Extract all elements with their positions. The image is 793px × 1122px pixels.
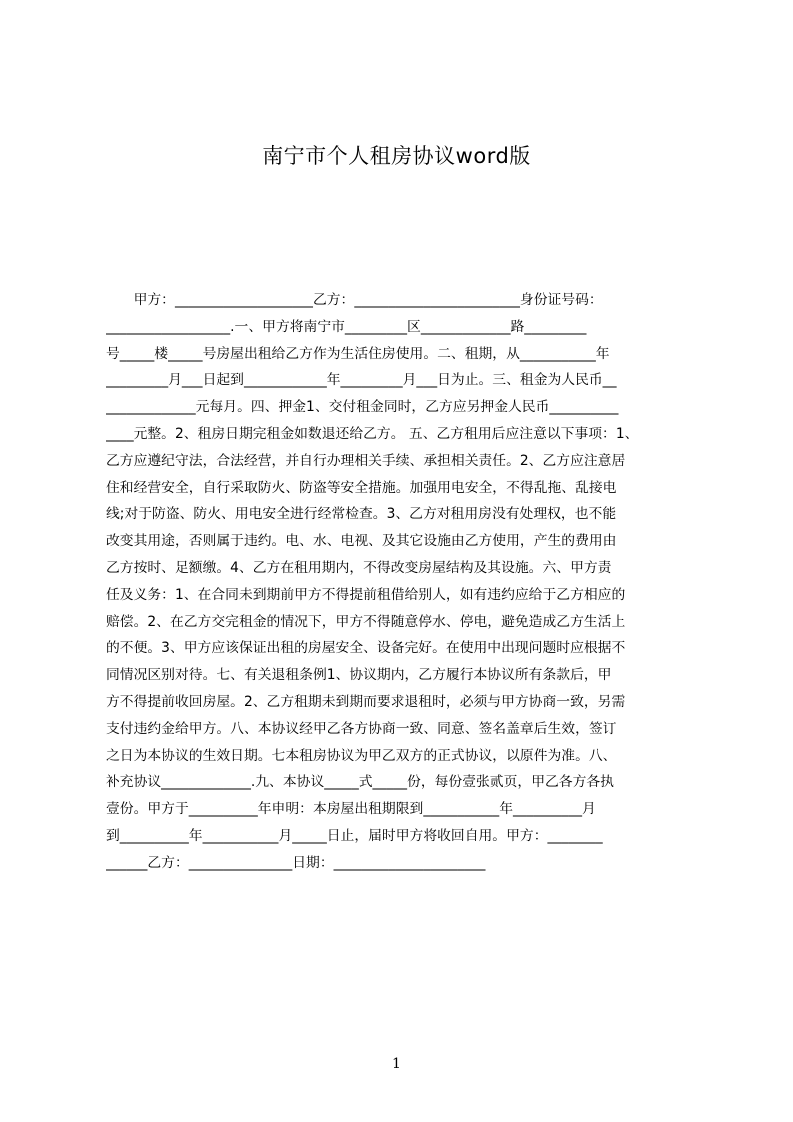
agreement-body	[106, 287, 696, 877]
body-line: 线;对于防盗、防火、用电安全进行经常检查。3、乙方对租用房没有处理权，也不能	[106, 506, 617, 523]
body-line: 号_____楼_____号房屋出租给乙方作为生活住房使用。二、租期，从___________年	[106, 345, 610, 362]
body-line: 同情况区别对待。七、有关退租条例1、协议期内，乙方履行本协议所有条款后，甲	[106, 667, 612, 684]
body-line: 甲方：____________________乙方：________________________身份证号码：	[106, 292, 603, 308]
page-number: 1	[392, 1056, 401, 1072]
body-line: _________月___日起到____________年_________月___日为止。三、租金为人民币__	[106, 372, 617, 389]
body-line: 乙方按时、足额缴。4、乙方在租用期内，不得改变房屋结构及其设施。六、甲方责	[106, 559, 612, 576]
body-line: ______乙方：_______________日期：______________________	[106, 854, 486, 871]
body-line: 补充协议_____________.九、本协议_____式_____份，每份壹张贰页，甲乙各方各执	[106, 774, 614, 791]
body-line: 壹份。甲方于__________年申明：本房屋出租期限到___________年__________月	[106, 801, 596, 818]
body-line: 支付违约金给甲方。八、本协议经甲乙各方协商一致、同意、签名盖章后生效，签订	[106, 720, 617, 737]
body-line: 赔偿。2、在乙方交完租金的情况下，甲方不得随意停水、停电，避免造成乙方生活上	[106, 613, 626, 630]
body-line: 住和经营安全，自行采取防火、防盗等安全措施。加强用电安全，不得乱拖、乱接电	[106, 479, 617, 496]
body-line: 乙方应遵纪守法，合法经营，并自行办理相关手续、承担相关责任。2、乙方应注意居	[106, 452, 626, 469]
body-line: 的不便。3、甲方应该保证出租的房屋安全、设备完好。在使用中出现问题时应根据不	[106, 640, 626, 657]
body-line: 改变其用途，否则属于违约。电、水、电视、及其它设施由乙方使用，产生的费用由	[106, 533, 617, 550]
body-line: 到__________年___________月_____日止，届时甲方将收回自用。甲方：________	[106, 827, 603, 844]
body-line: 任及义务：1、在合同未到期前甲方不得提前租借给别人，如有违约应给于乙方相应的	[106, 586, 626, 603]
body-line: __________________.一、甲方将南宁市_________区_____________路_________	[106, 318, 587, 335]
body-line: 之日为本协议的生效日期。七本租房协议为甲乙双方的正式协议，以原件为准。八、	[106, 747, 617, 764]
body-line: _____________元每月。四、押金1、交付租金同时，乙方应另押金人民币__________	[106, 399, 619, 416]
body-line: 方不得提前收回房屋。2、乙方租期未到期而要求退租时，必须与甲方协商一致，另需	[106, 693, 626, 710]
document-title: 南宁市个人租房协议word版	[262, 144, 531, 168]
body-line: ____元整。2、租房日期完租金如数退还给乙方。 五、乙方租用后应注意以下事项：1、	[106, 425, 639, 442]
